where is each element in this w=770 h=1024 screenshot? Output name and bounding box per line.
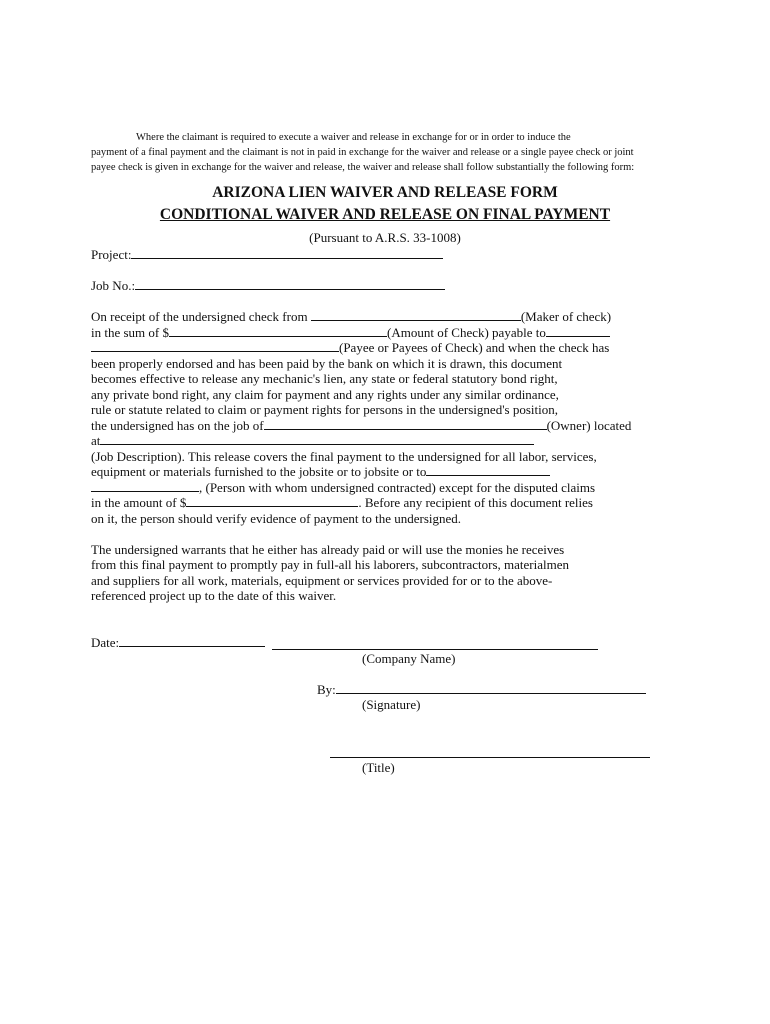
form-subtitle: CONDITIONAL WAIVER AND RELEASE ON FINAL PAYMENT xyxy=(159,206,611,223)
date-input-line[interactable] xyxy=(119,635,265,647)
body-text: On receipt of the undersigned check from xyxy=(91,309,311,324)
statute-reference: (Pursuant to A.R.S. 33-1008) xyxy=(309,230,461,245)
owner-line[interactable] xyxy=(264,418,547,430)
body-text: equipment or materials furnished to the jobsite or to jobsite or to xyxy=(91,464,427,479)
body-line xyxy=(91,340,609,356)
project-input-line[interactable] xyxy=(131,247,443,259)
contractor-line-continued[interactable] xyxy=(91,480,199,492)
body-line: rule or statute related to claim or payment rights for persons in the undersigned's position, xyxy=(91,402,558,417)
body-text: (Amount of Check) payable to xyxy=(387,325,546,340)
body-text: in the sum of $ xyxy=(91,325,169,340)
intro-paragraph xyxy=(91,130,691,175)
intro-line: payment of a final payment and the claimant is not in paid in exchange for the waiver and release or a single payee check or joint xyxy=(91,147,634,158)
signature-caption: (Signature) xyxy=(362,697,421,712)
job-number-input-line[interactable] xyxy=(135,278,445,290)
body-text: . Before any recipient of this document relies xyxy=(358,495,593,510)
date-field xyxy=(91,635,265,651)
job-number-label: Job No.: xyxy=(91,278,136,293)
by-field xyxy=(317,682,646,698)
body-text: (Maker of check) xyxy=(520,309,612,324)
body-line xyxy=(91,309,611,325)
date-label: Date: xyxy=(91,635,120,650)
body-line xyxy=(91,325,610,341)
intro-line: payee check is given in exchange for the waiver and release, the waiver and release shall follow substantially the following form: xyxy=(91,162,635,173)
job-number-field xyxy=(91,278,445,294)
body-line: referenced project up to the date of this waiver. xyxy=(91,588,337,603)
form-title: ARIZONA LIEN WAIVER AND RELEASE FORM xyxy=(212,184,558,201)
title-caption: (Title) xyxy=(362,760,395,775)
body-line xyxy=(91,495,593,511)
intro-line: Where the claimant is required to execute a waiver and release in exchange for or in order to induce the xyxy=(136,132,571,143)
amount-of-check-line[interactable] xyxy=(169,325,387,337)
body-line xyxy=(91,480,595,496)
contractor-line[interactable] xyxy=(426,464,550,476)
disputed-amount-line[interactable] xyxy=(186,495,358,507)
body-line: The undersigned warrants that he either has already paid or will use the monies he receives xyxy=(91,542,565,557)
body-line: on it, the person should verify evidence of payment to the undersigned. xyxy=(91,511,462,526)
body-line xyxy=(91,418,631,434)
payable-to-line[interactable] xyxy=(546,325,610,337)
body-text: the undersigned has on the job of xyxy=(91,418,264,433)
body-line: been properly endorsed and has been paid by the bank on which it is drawn, this document xyxy=(91,356,563,371)
body-text: at xyxy=(91,433,101,448)
body-text: (Payee or Payees of Check) and when the check has xyxy=(339,340,610,355)
body-text: in the amount of $ xyxy=(91,495,187,510)
company-name-line[interactable] xyxy=(272,649,598,650)
body-line: becomes effective to release any mechanic's lien, any state or federal statutory bond right, xyxy=(91,371,558,386)
project-label: Project: xyxy=(91,247,132,262)
payee-line[interactable] xyxy=(91,340,339,352)
body-line: from this final payment to promptly pay in full-all his laborers, subcontractors, materialmen xyxy=(91,557,569,572)
body-line xyxy=(91,464,550,480)
body-line: and suppliers for all work, materials, equipment or services provided for or to the above- xyxy=(91,573,553,588)
maker-of-check-line[interactable] xyxy=(311,309,521,321)
title-line[interactable] xyxy=(330,757,650,758)
body-line: any private bond right, any claim for payment and any rights under any similar ordinance, xyxy=(91,387,559,402)
body-text: , (Person with whom undersigned contracted) except for the disputed claims xyxy=(199,480,596,495)
body-line: (Job Description). This release covers the final payment to the undersigned for all labor, services, xyxy=(91,449,597,464)
company-name-caption: (Company Name) xyxy=(362,651,456,666)
project-field xyxy=(91,247,443,263)
signature-line[interactable] xyxy=(336,682,646,694)
body-text: (Owner) located xyxy=(546,418,632,433)
location-line[interactable] xyxy=(100,433,534,445)
by-label: By: xyxy=(317,682,336,697)
body-line xyxy=(91,433,534,449)
